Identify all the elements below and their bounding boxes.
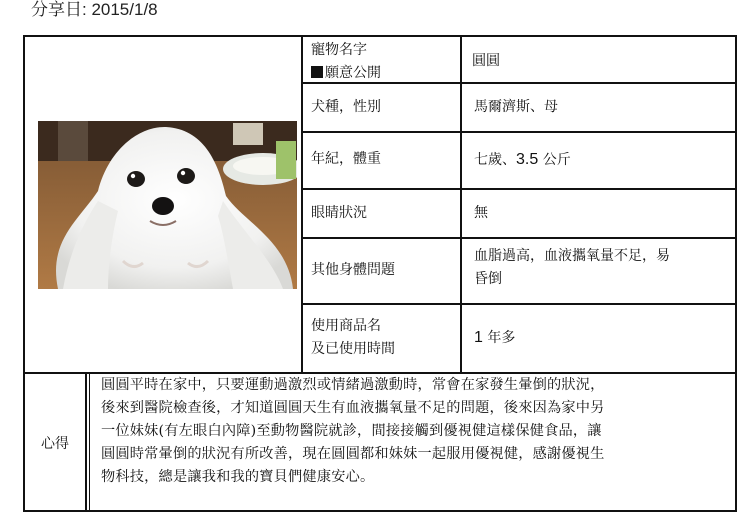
- other-health-label: 其他身體問題: [311, 262, 395, 278]
- remark-line: 一位妹妹(有左眼白內障)至動物醫院就診，間接接觸到優視健這樣保健食品，讓: [101, 423, 602, 439]
- remark-text: [101, 374, 731, 489]
- eye-condition-value: 無: [474, 205, 488, 221]
- checkbox-checked-icon: [311, 66, 323, 78]
- share-date: 分享日: 2015/1/8: [31, 0, 158, 19]
- product-usage-label: 使用商品名 及已使用時間: [311, 318, 395, 357]
- breed-gender-value: 馬爾濟斯、母: [474, 99, 558, 115]
- remark-line: 圓圓平時在家中，只要運動過激烈或情緒過激動時，常會在家發生暈倒的狀況，: [101, 377, 605, 393]
- age-weight-label: 年紀，體重: [311, 151, 381, 167]
- remark-line: 物科技，總是讓我和我的寶貝們健康安心。: [101, 469, 375, 485]
- breed-gender-label: 犬種，性別: [311, 99, 381, 115]
- photo-cell: [25, 37, 302, 372]
- pet-info-table: [23, 35, 737, 512]
- dog-photo: [38, 121, 297, 289]
- eye-condition-label: 眼睛狀況: [311, 205, 367, 221]
- remark-title: 心得: [41, 436, 69, 452]
- pet-name-value: 圓圓: [472, 53, 500, 69]
- pet-name-label: 寵物名字 願意公開: [311, 42, 381, 81]
- age-weight-value: 七歲、3.5 公斤: [474, 151, 571, 168]
- remark-line: 後來到醫院檢查後，才知道圓圓天生有血液攜氧量不足的問題，後來因為家中另: [101, 400, 605, 416]
- product-usage-value: 1 年多: [474, 329, 516, 346]
- other-health-value: 血脂過高，血液攜氧量不足，易 昏倒: [474, 248, 670, 287]
- remark-line: 圓圓時常暈倒的狀況有所改善，現在圓圓都和妹妹一起服用優視健，感謝優視生: [101, 446, 605, 462]
